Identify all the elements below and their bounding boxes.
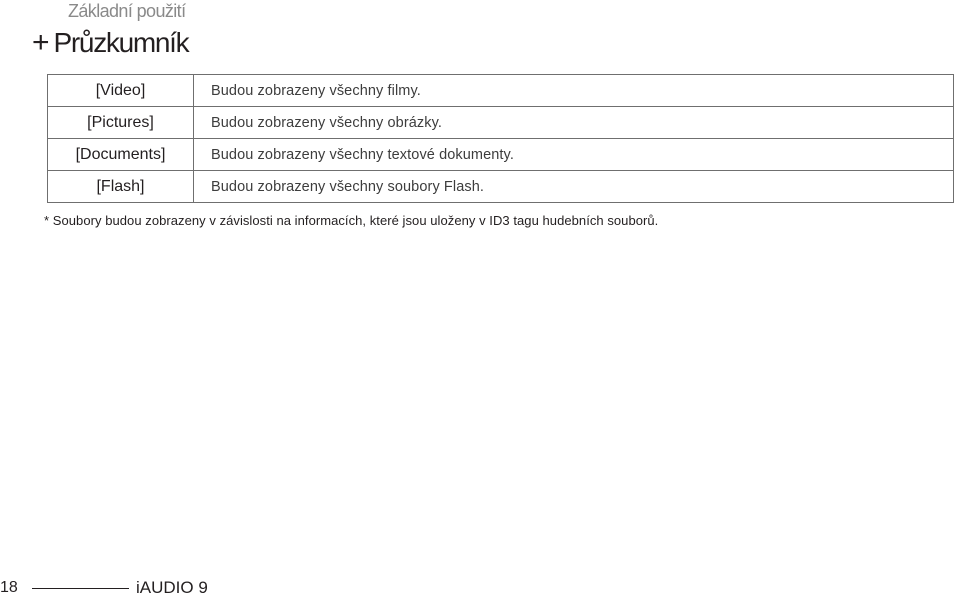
category-key <box>48 139 194 171</box>
explorer-categories-table <box>47 74 954 203</box>
category-key <box>48 107 194 139</box>
category-key <box>48 75 194 107</box>
category-key <box>48 171 194 203</box>
category-description: Budou zobrazeny všechny soubory Flash. <box>194 171 954 203</box>
category-key-label: [Pictures] <box>87 113 154 131</box>
page-title: Průzkumník <box>53 27 189 58</box>
category-description: Budou zobrazeny všechny textové dokumenty. <box>194 139 954 171</box>
section-label: Základní použití <box>68 1 186 21</box>
brand-name: iAUDIO 9 <box>136 578 208 597</box>
footer-divider <box>32 588 129 589</box>
page-number: 18 <box>0 579 18 596</box>
category-description: Budou zobrazeny všechny filmy. <box>211 82 421 99</box>
table-row <box>48 139 954 171</box>
table-row <box>48 171 954 203</box>
plus-icon: + <box>32 26 50 59</box>
footnote: * Soubory budou zobrazeny v závislosti na informacích, které jsou uloženy v ID3 tagu hudebních souborů. <box>44 213 659 228</box>
category-key-label: [Video] <box>95 81 146 99</box>
table-row <box>48 75 954 107</box>
page-title-row <box>32 24 188 62</box>
table-row <box>48 107 954 139</box>
category-description: Budou zobrazeny všechny obrázky. <box>194 107 954 139</box>
category-key-label: [Documents] <box>75 145 166 163</box>
category-key-label: [Flash] <box>96 177 145 195</box>
